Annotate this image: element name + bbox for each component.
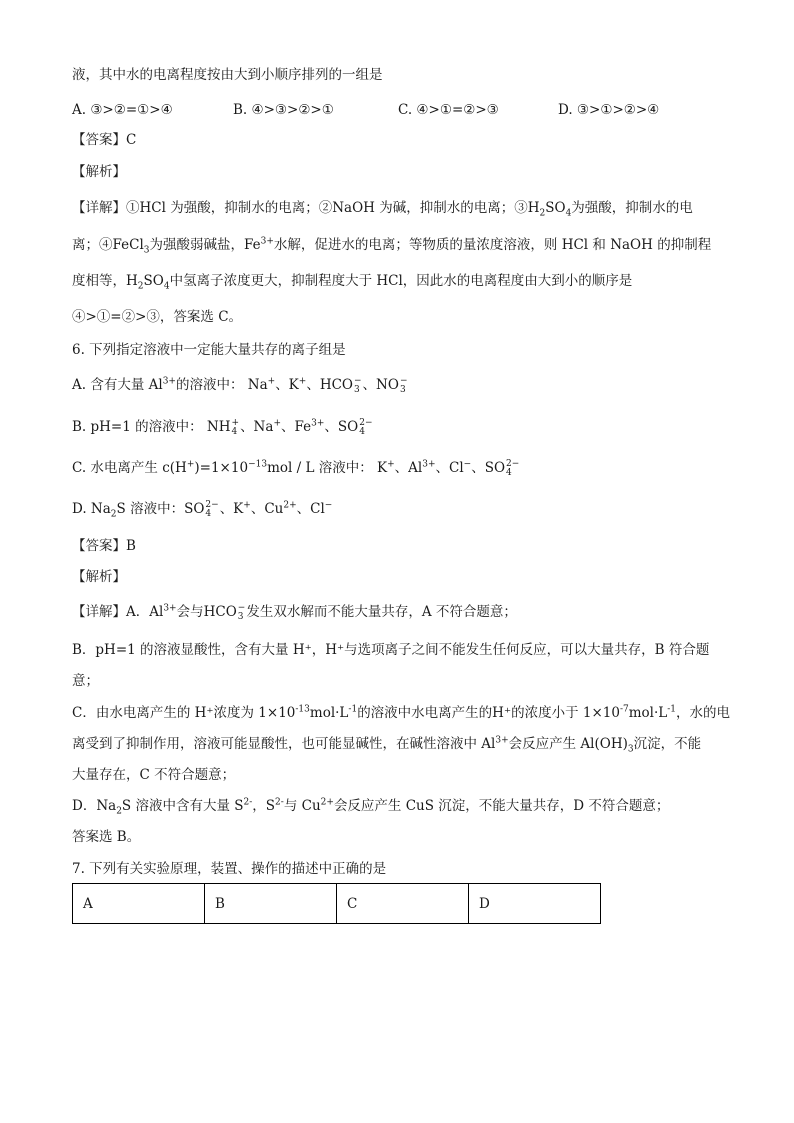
q6-option-b: B. pH=1 的溶液中： NH + 4 、Na+、$Fe^{3+}$、SO 2− 4 (72, 417, 373, 437)
q7-cell-a: A (73, 884, 205, 924)
q6-conclusion: 答案选 B。 (72, 829, 141, 845)
q5-detail-line-4: ④>①=②>③，答案选 C。 (72, 309, 243, 325)
q5-option-a: A. ③>②=①>④ (72, 102, 173, 118)
q6-detail-a: 【详解】A．$Al^{3+}$会与HCO − 3 发生双水解而不能大量共存，A 不符合题意； (72, 602, 517, 622)
q6-stem: 6. 下列指定溶液中一定能大量共存的离子组是 (72, 342, 346, 358)
q6-detail-b-line-1: B．pH=1 的溶液显酸性，含有大量 H⁺，H⁺与选项离子之间不能发生任何反应，可以大量共存，B 符合题 (72, 642, 710, 658)
q6-option-d: D. $Na_2S$ 溶液中：SO 2− 4 、K+、$Cu^{2+}$、Cl− (72, 499, 333, 520)
q6-option-a: A. 含有大量 $Al^{3+}$的溶液中： Na+、K+、HCO − 3 、NO − 3 (72, 375, 408, 395)
q6-detail-c-line-1: C．由水电离产生的 H⁺浓度为 $1\times 10^{-13}mol\cdot L^{-1}$的溶液中水电离产生的H⁺的浓度小于 $1\times 10^{-7}mol\cdot L^{-1}$，水的电 (72, 704, 731, 721)
q5-option-c: C. ④>①=②>③ (398, 102, 499, 118)
q6-detail-c-line-3: 大量存在，C 不符合题意； (72, 767, 236, 783)
q5-detail-line-2: 离；④FeCl$_3$为强酸弱碱盐，$Fe^{3+}$水解，促进水的电离；等物质的量浓度溶液，则 HCl 和 NaOH 的抑制程 (72, 236, 712, 256)
q7-cell-d: D (469, 884, 601, 924)
q7-choice-table (72, 883, 601, 924)
q5-detail-line-3: 度相等，$H_2SO_4$中氢离子浓度更大，抑制程度大于 HCl，因此水的电离程度由大到小的顺序是 (72, 273, 633, 292)
q5-analysis-heading: 【解析】 (72, 164, 126, 180)
q6-option-c: C. 水电离产生 $c(H^+)=1\times 10^{-13}mol / L$ 溶液中： K+、$Al^{3+}$、Cl−、SO 2− 4 (72, 458, 520, 478)
q6-analysis-heading: 【解析】 (72, 569, 126, 585)
q6-answer: 【答案】B (72, 538, 136, 554)
table-row (73, 884, 601, 924)
q6-detail-d: D．$Na_2S$ 溶液中含有大量 $S^{2-}$，$S^{2-}$与 $Cu^{2+}$会反应产生 CuS 沉淀，不能大量共存，D 不符合题意； (72, 797, 670, 817)
q5-answer: 【答案】C (72, 132, 137, 148)
q7-cell-c: C (337, 884, 469, 924)
q7-stem: 7. 下列有关实验原理，装置、操作的描述中正确的是 (72, 861, 387, 877)
q6-detail-b-line-2: 意； (72, 673, 99, 689)
q5-detail-line-1: 【详解】①HCl 为强酸，抑制水的电离；②NaOH 为碱，抑制水的电离；$③H_2SO_4$为强酸，抑制水的电 (72, 200, 693, 219)
q5-option-d: D. ③>①>②>④ (558, 102, 660, 118)
q7-cell-b: B (205, 884, 337, 924)
q6-detail-c-line-2: 离受到了抑制作用，溶液可能显酸性，也可能显碱性，在碱性溶液中 $Al^{3+}$会反应产生 $Al(OH)_3$沉淀，不能 (72, 735, 702, 755)
q5-option-b: B. ④>③>②>① (233, 102, 334, 118)
q5-stem-tail: 液，其中水的电离程度按由大到小顺序排列的一组是 (72, 67, 383, 83)
